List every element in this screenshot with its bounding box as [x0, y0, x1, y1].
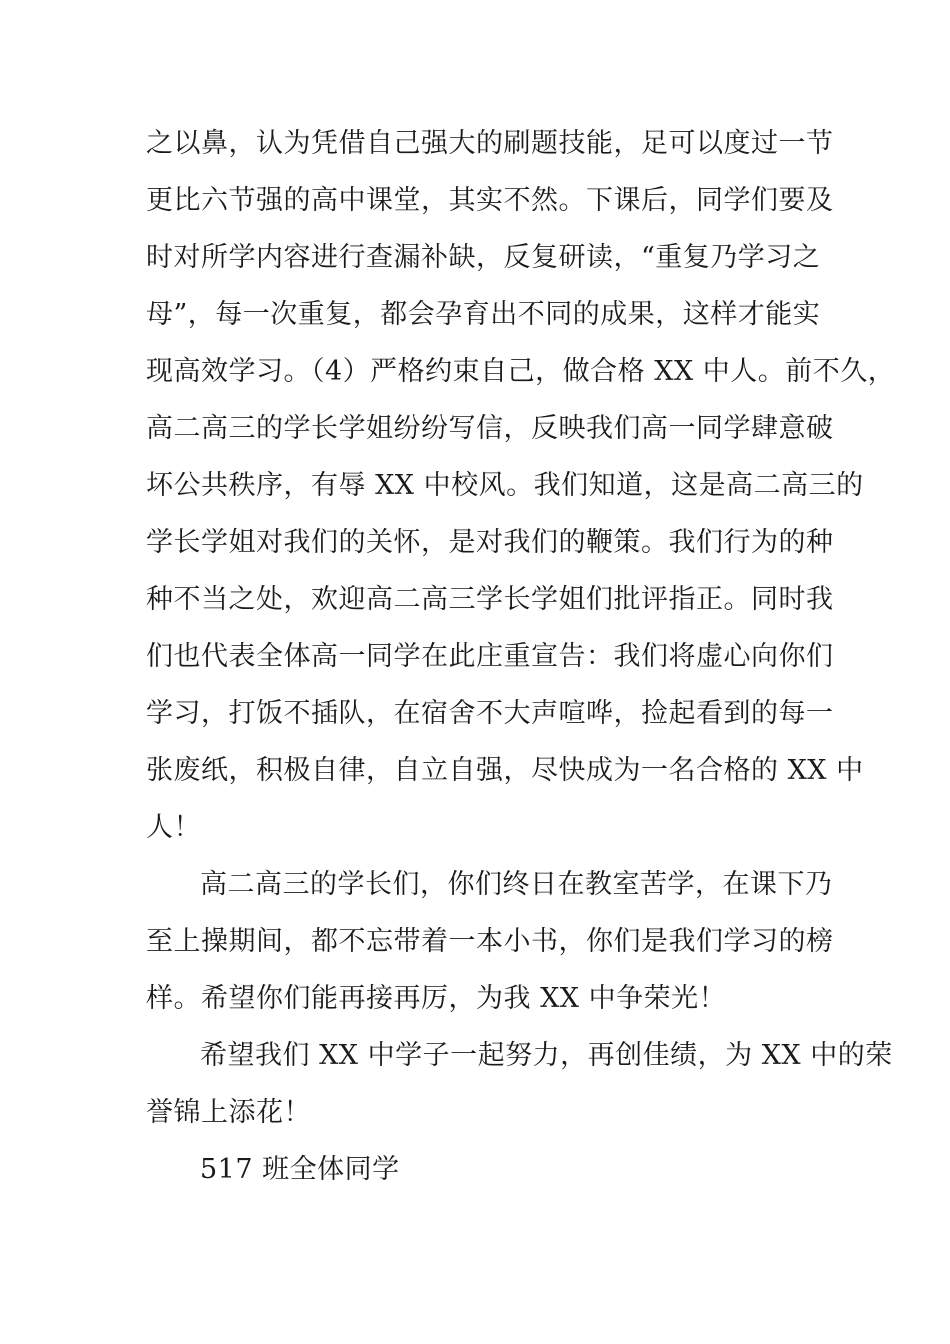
- text-line: 现高效学习。（4）严格约束自己，做合格 XX 中人。前不久，: [146, 356, 896, 387]
- text-line: 学习，打饭不插队，在宿舍不大声喧哗，捡起看到的每一: [146, 698, 834, 729]
- document-body: [146, 115, 896, 1198]
- text-line: 母”，每一次重复，都会孕育出不同的成果，这样才能实: [146, 299, 821, 330]
- paragraph-start-line: 希望我们 XX 中学子一起努力，再创佳绩，为 XX 中的荣: [200, 1040, 893, 1071]
- text-line: 高二高三的学长学姐纷纷写信，反映我们高一同学肆意破: [146, 413, 834, 444]
- text-line: 时对所学内容进行查漏补缺，反复研读，“重复乃学习之: [146, 242, 821, 273]
- text-line: 人！: [146, 812, 201, 843]
- text-line: 学长学姐对我们的关怀，是对我们的鞭策。我们行为的种: [146, 527, 834, 558]
- text-line: 样。希望你们能再接再厉，为我 XX 中争荣光！: [146, 983, 727, 1014]
- paragraph-start-line: 高二高三的学长们，你们终日在教室苦学，在课下乃: [200, 869, 833, 900]
- text-line: 们也代表全体高一同学在此庄重宣告：我们将虚心向你们: [146, 641, 834, 672]
- text-line: 之以鼻，认为凭借自己强大的刷题技能，足可以度过一节: [146, 128, 834, 159]
- text-line: 种不当之处，欢迎高二高三学长学姐们批评指正。同时我: [146, 584, 834, 615]
- text-line: 至上操期间，都不忘带着一本小书，你们是我们学习的榜: [146, 926, 834, 957]
- text-line: 更比六节强的高中课堂，其实不然。下课后，同学们要及: [146, 185, 834, 216]
- signature-line: 517 班全体同学: [200, 1154, 400, 1185]
- text-line: 张废纸，积极自律，自立自强，尽快成为一名合格的 XX 中: [146, 755, 864, 786]
- text-line: 坏公共秩序，有辱 XX 中校风。我们知道，这是高二高三的: [146, 470, 864, 501]
- text-line: 誉锦上添花！: [146, 1097, 311, 1128]
